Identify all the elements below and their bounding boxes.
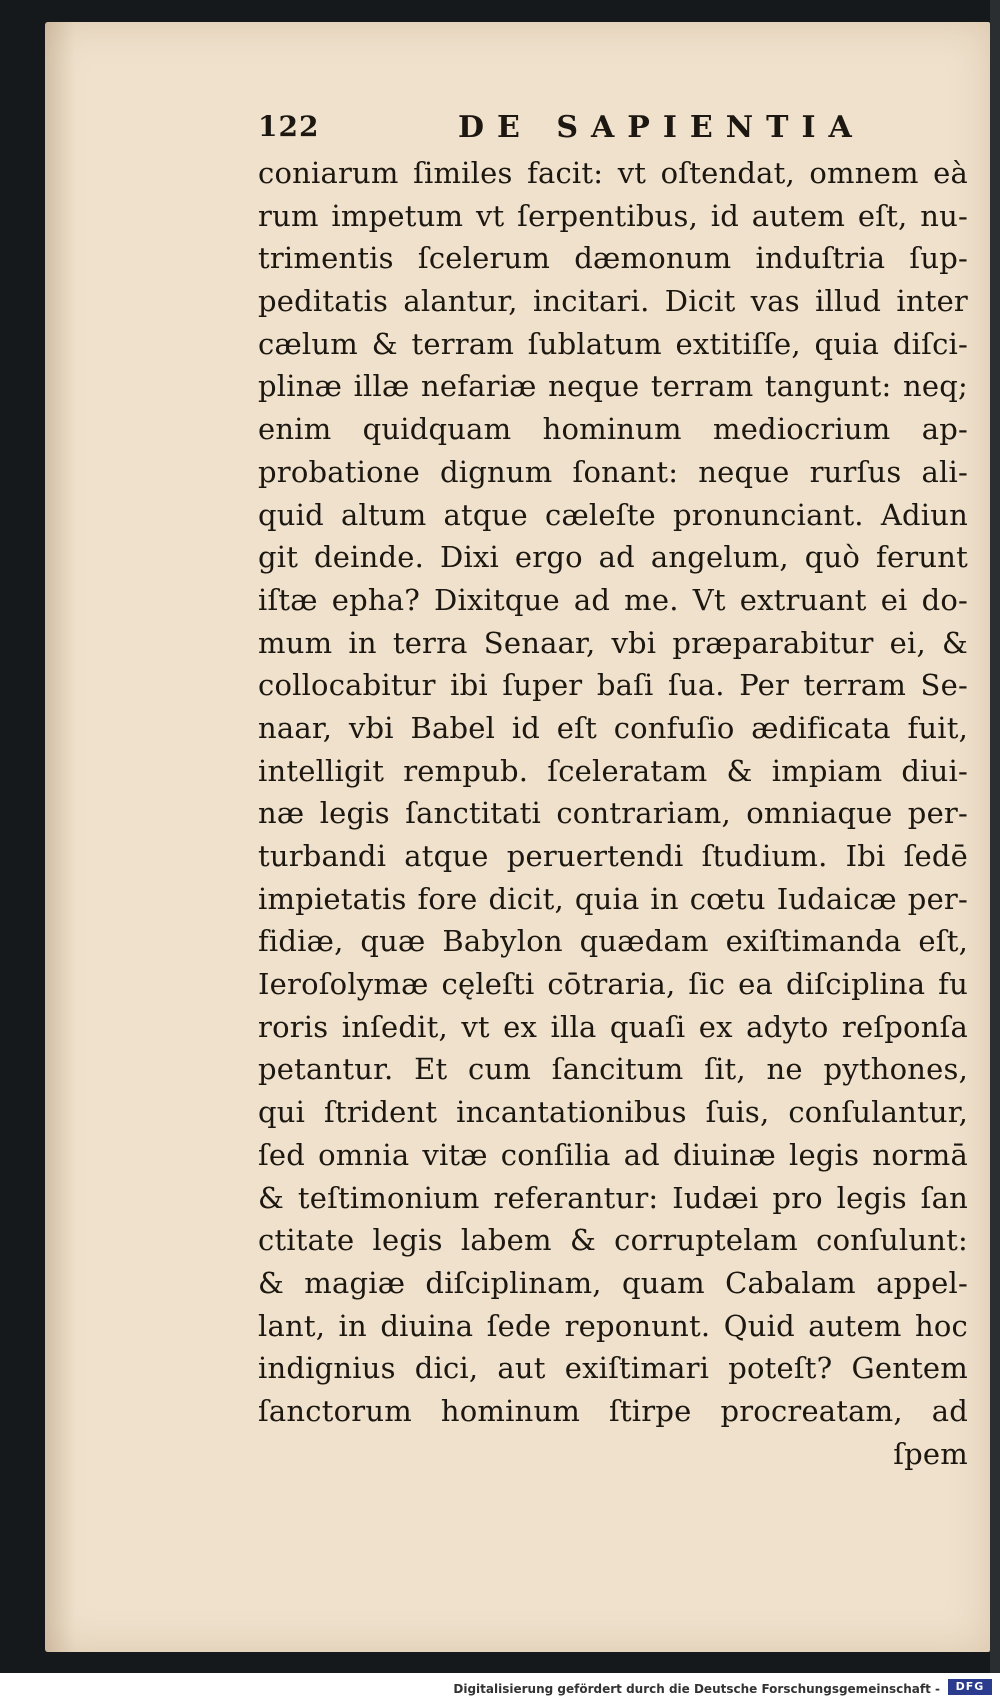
- text-line: iſtæ epha? Dixitque ad me. Vt extruant ei do-: [258, 582, 968, 617]
- footer-bar: [0, 1673, 1000, 1701]
- text-line: impietatis fore dicit, quia in cœtu Iudaicæ per-: [258, 881, 968, 916]
- text-line: git deinde. Dixi ergo ad angelum, quò ferunt: [258, 540, 968, 575]
- text-line: probatione dignum ſonant: neque rurſus ali-: [258, 454, 968, 489]
- text-line: turbandi atque peruertendi ſtudium. Ibi ſedē: [258, 839, 968, 873]
- text-line: mum in terra Senaar, vbi præparabitur ei, &: [258, 625, 968, 660]
- text-line: coniarum ſimiles facit: vt oſtendat, omnem eà: [258, 156, 968, 190]
- text-line: enim quidquam hominum mediocrium ap-: [258, 412, 968, 447]
- running-head: [258, 110, 958, 150]
- text-line: roris inſedit, vt ex illa quaſi ex adyto reſponſa: [258, 1009, 968, 1044]
- dfg-logo: DFG: [948, 1679, 992, 1695]
- text-line: ctitate legis labem & corruptelam conſulunt:: [258, 1223, 968, 1258]
- funding-credit: Digitalisierung gefördert durch die Deutsche Forschungsgemeinschaft -: [453, 1682, 940, 1696]
- text-line: indignius dici, aut exiſtimari poteſt? Gentem: [258, 1351, 968, 1386]
- text-line: petantur. Et cum ſancitum ſit, ne pythones,: [258, 1052, 968, 1087]
- text-line: naar, vbi Babel id eſt confuſio ædificata fuit,: [258, 710, 968, 745]
- running-title: DE SAPIENTIA: [458, 110, 865, 145]
- text-line: quid altum atque cæleſte pronunciant. Adiun: [258, 497, 968, 532]
- text-line: collocabitur ibi ſuper baſi ſua. Per terram Se-: [258, 668, 968, 703]
- text-line: plinæ illæ nefariæ neque terram tangunt: neq;: [258, 369, 968, 404]
- text-line: intelligit rempub. ſceleratam & impiam diui-: [258, 753, 968, 788]
- text-line: næ legis ſanctitati contrariam, omniaque per-: [258, 796, 968, 831]
- page-number: 122: [258, 110, 320, 143]
- text-line: ſpem: [893, 1436, 968, 1471]
- body-text: [258, 152, 968, 1475]
- text-line: cælum & terram ſublatum extitiſſe, quia diſci-: [258, 326, 968, 361]
- text-line: qui ſtrident incantationibus ſuis, conſulantur,: [258, 1095, 968, 1130]
- text-line: rum impetum vt ſerpentibus, id autem eſt, nu-: [258, 198, 968, 233]
- text-line: & magiæ diſciplinam, quam Cabalam appel-: [258, 1265, 968, 1300]
- page-gutter-shadow: [45, 22, 75, 1652]
- text-line: ſed omnia vitæ conſilia ad diuinæ legis normā: [258, 1137, 968, 1172]
- text-line: ſanctorum hominum ſtirpe procreatam, ad: [258, 1393, 968, 1428]
- text-line: fidiæ, quæ Babylon quædam exiſtimanda eſt,: [258, 924, 968, 959]
- text-line: trimentis ſcelerum dæmonum induſtria ſup-: [258, 241, 968, 276]
- text-line: peditatis alantur, incitari. Dicit vas illud inter: [258, 284, 968, 319]
- text-line: & teſtimonium referantur: Iudæi pro legis ſan: [258, 1180, 968, 1215]
- text-line: lant, in diuina ſede reponunt. Quid autem hoc: [258, 1308, 968, 1343]
- text-line: Ieroſolymæ cęleſti cōtraria, ſic ea diſciplina fu: [258, 967, 968, 1002]
- book-edge: [990, 0, 1000, 1701]
